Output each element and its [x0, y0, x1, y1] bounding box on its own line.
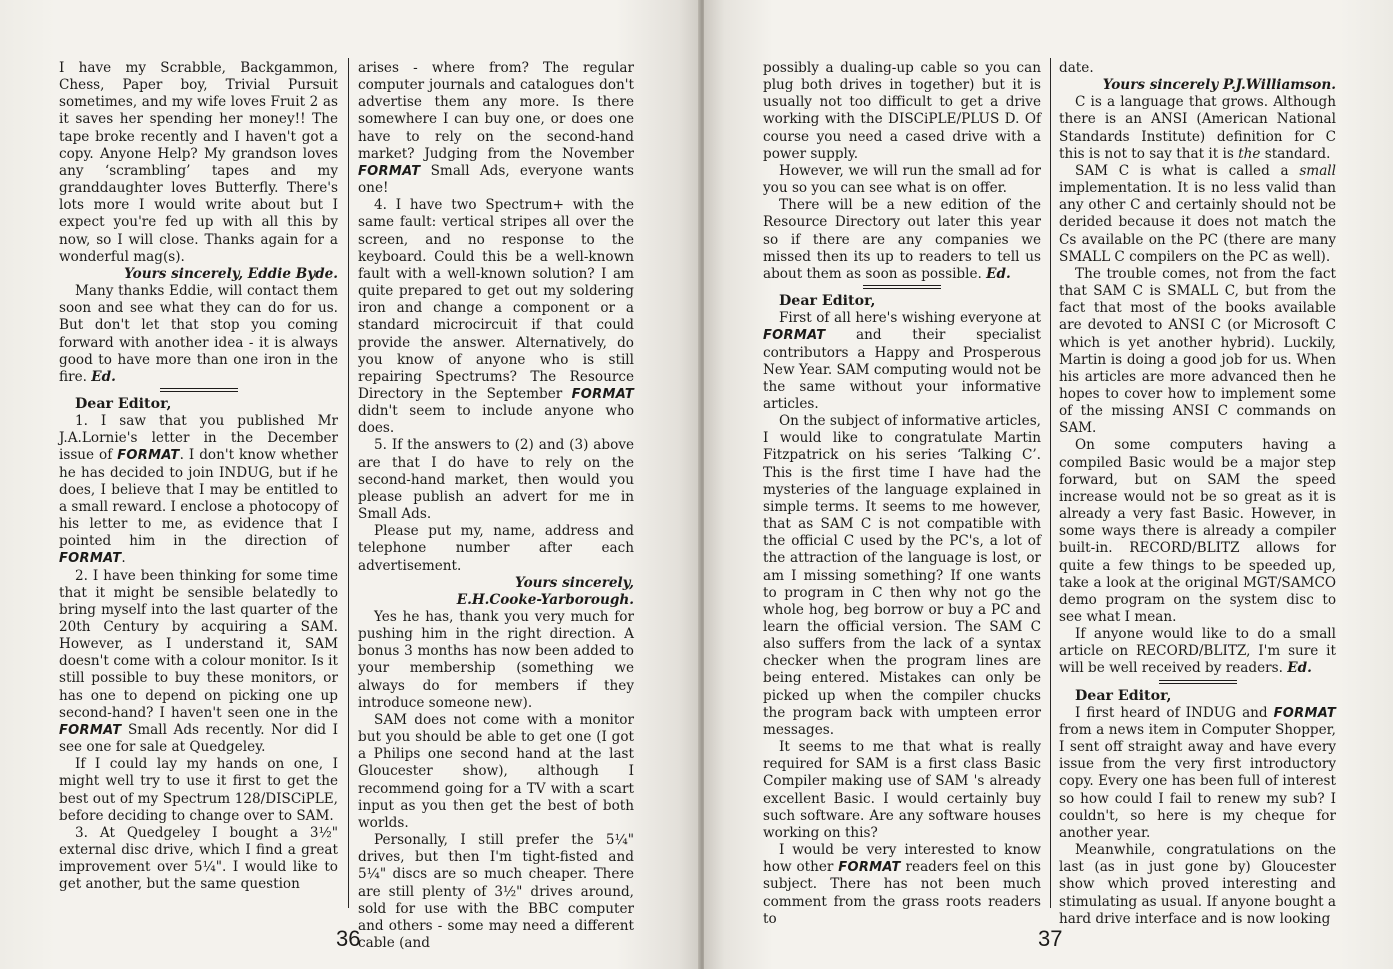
paragraph	[358, 609, 634, 712]
paragraph	[763, 413, 1041, 739]
paragraph	[358, 60, 634, 197]
text-run: Meanwhile, congratulations on the last (as in just gone by) Gloucester show which proved interesting and stimulating as usual. If anyone bought a hard drive interface and is now looking	[1059, 842, 1337, 927]
text-run: standard.	[1260, 145, 1331, 162]
editor-signoff: Ed.	[1287, 660, 1312, 677]
text-run: Many thanks Eddie, will contact them soon and see what they can do for us. But don't let that stop you coming forward with another idea - it is always good to have more than one iron in the fire.	[59, 283, 338, 385]
section-rule	[160, 388, 238, 392]
text-run: Personally, I still prefer the 5¼" drives, but then I'm tight-fisted and 5¼" discs are so much cheaper. There are still plenty of 3½" drives around, sold for use with the BBC computer and others - some may need a different cable (and	[358, 832, 634, 951]
text-run: and their specialist contributors a Happy and Prosperous New Year. SAM computing would not be the same without your informative articles.	[763, 327, 1042, 412]
text-run: possibly a dualing-up cable so you can plug both drives in together) but it is usually not too difficult to get a drive working with the DISCiPLE/PLUS D. Of course you need a cased drive with a power supply.	[763, 60, 1041, 162]
text-run: 1. I saw that you published Mr J.A.Lornie's letter in the December issue of	[59, 413, 338, 464]
emphasis: small	[1299, 162, 1336, 179]
right-page	[704, 0, 1393, 969]
right-column-1	[763, 60, 1041, 928]
letter-signature: Yours sincerely,	[515, 574, 634, 591]
text-run: 2. I have been thinking for some time that it might be sensible belatedly to bring myself into the last quarter of the 20th Century by acquiring a SAM. However, as I understand it, SAM doesn't come with a colour monitor. Is it still possible to buy these monitors, or has one to depend on picking one up second-hand? I haven't seen one in the	[59, 567, 338, 721]
text-run: It seems to me that what is really required for SAM is a first class Basic Compiler making use of SAM 's already excellent Basic. I would certainly buy such software. Are any software houses working on this?	[763, 739, 1041, 841]
text-run: Yes he has, thank you very much for pushing him in the right direction. A bonus 3 months has now been added to your membership (something we always do for members if they introduce someone new).	[358, 609, 634, 711]
text-run: 4. I have two Spectrum+ with the same fault: vertical stripes all over the screen, and no response to the keyboard. Could this be a well-known fault with a well-known solution? I am quite prepared to get out my soldering iron and change a component or a standard microcircuit if that could provide the answer. Alternatively, do you know of anyone who is still repairing Spectrums? The Resource Directory in the September	[358, 197, 634, 402]
text-run: Please put my, name, address and telephone number after each advertisement.	[358, 523, 634, 574]
paragraph	[358, 197, 634, 437]
letter-signature: E.H.Cooke-Yarborough.	[456, 591, 634, 608]
letter-salutation: Dear Editor,	[1075, 687, 1172, 704]
letter-salutation: Dear Editor,	[75, 395, 172, 412]
editor-signoff: Ed.	[91, 368, 116, 385]
paragraph	[59, 825, 338, 894]
paragraph	[59, 756, 338, 825]
paragraph	[358, 523, 634, 574]
emphasis: the	[1238, 145, 1261, 162]
paragraph	[59, 60, 338, 266]
format-magazine-name: FORMAT	[59, 722, 122, 738]
left-column-2	[358, 60, 634, 952]
text-run: Small Ads recently. Nor did I see one for sale at Quedgeley.	[59, 721, 338, 756]
format-magazine-name: FORMAT	[571, 386, 634, 402]
paragraph	[59, 568, 338, 757]
text-run: 5. If the answers to (2) and (3) above are that I do have to rely on the second-hand market, then would you please publish an advert for me in Small Ads.	[358, 437, 634, 523]
format-magazine-name: FORMAT	[117, 448, 180, 464]
section-rule	[1159, 680, 1237, 684]
column-divider	[348, 58, 349, 908]
paragraph	[763, 60, 1041, 163]
section-rule	[863, 285, 941, 289]
paragraph	[763, 197, 1041, 283]
text-run: arises - where from? The regular computer journals and catalogues don't advertise them any more. Is there somewhere I can buy one, or does one have to rely on the second-hand market? Judging from the November	[358, 60, 634, 162]
paragraph	[1059, 163, 1336, 266]
format-magazine-name: FORMAT	[59, 551, 122, 567]
paragraph	[763, 842, 1041, 928]
text-run: C is a language that grows. Although there is an ANSI (American National Standards Institute) definition for C this is not to say that it is	[1059, 94, 1336, 162]
paragraph	[1059, 266, 1336, 438]
paragraph	[1059, 842, 1336, 928]
paragraph	[1059, 626, 1336, 677]
text-run: date.	[1059, 60, 1094, 76]
letter-signature: Yours sincerely P.J.Williamson.	[1102, 77, 1336, 94]
text-run: If I could lay my hands on one, I might well try to use it first to get the best out of my Spectrum 128/DISCiPLE, before deciding to change over to SAM.	[59, 756, 338, 824]
text-run: .	[121, 550, 126, 567]
letter-signature: Yours sincerely, Eddie Byde.	[124, 265, 338, 282]
text-run: SAM C is what is called a	[1075, 162, 1300, 179]
format-magazine-name: FORMAT	[763, 328, 826, 344]
format-magazine-name: FORMAT	[838, 860, 901, 876]
format-magazine-name: FORMAT	[358, 163, 421, 179]
text-run: readers feel on this subject. There has not been much comment from the grass roots readers to	[763, 859, 1041, 927]
page-number-left: 36	[336, 926, 361, 951]
paragraph	[358, 437, 634, 523]
text-run: didn't seem to include anyone who does.	[358, 403, 634, 437]
text-run: Small Ads, everyone wants one!	[358, 162, 634, 197]
paragraph	[763, 163, 1041, 197]
paragraph	[1059, 60, 1336, 77]
letter-salutation: Dear Editor,	[779, 293, 876, 310]
right-column-2	[1059, 60, 1336, 928]
format-magazine-name: FORMAT	[1273, 705, 1336, 721]
text-run: from a news item in Computer Shopper, I sent off straight away and have every issue from the very first introductory copy. Every one has been full of interest so how could I fail to renew my sub? I couldn't, so here is my cheque for another year.	[1059, 721, 1336, 841]
paragraph	[358, 712, 634, 832]
paragraph	[1059, 437, 1336, 626]
text-run: The trouble comes, not from the fact that SAM C is SMALL C, but from the fact that most of the books available are devoted to ANSI C (or Microsoft C which is yet another hybrid). Luckily, Martin is doing a good job for us. When his articles are more advanced then he hopes to cover how to implement some of the missing ANSI C commands on SAM.	[1059, 265, 1336, 437]
left-column-1	[59, 60, 338, 894]
text-run: On the subject of informative articles, I would like to congratulate Martin Fitzpatrick on his series ‘Talking C’. This is the first time I have had the mysteries of the language explained in simple terms. It seems to me however, that as SAM C is not compatible with the official C used by the PC's, a lot of the attraction of the language is lost, or am I missing something? If one wants to program in C then why not go the whole hog, beg borrow or buy a PC and learn the official version. The SAM C also suffers from the lack of a syntax checker when the program lines are being entered. Mistakes can only be picked up when the compiler chucks the program back with umpteen error messages.	[763, 413, 1041, 738]
paragraph	[763, 739, 1041, 842]
editor-signoff: Ed.	[986, 265, 1011, 282]
text-run: On some computers having a compiled Basic would be a major step forward, but on SAM the speed increase would not be so great as it is already a very fast Basic. However, in some ways there is already a compiler built-in. RECORD/BLITZ allows for quite a few things to be speeded up, take a look at the original MGT/SAMCO demo program on the system disc to see what I mean.	[1059, 437, 1336, 625]
text-run: I have my Scrabble, Backgammon, Chess, Paper boy, Trivial Pursuit sometimes, and my wife loves Fruit 2 as it saves her spending her money!! The tape broke recently and I haven't got a copy. Anyone Help? My grandson loves any ‘scrambling’ tapes and my granddaughter loves Butterfly. There's lots more I would write about but I expect you're fed up with all this by now, so I will close. Thanks again for a wonderful mag(s).	[59, 60, 338, 265]
paragraph	[763, 310, 1041, 413]
page-number-right: 37	[1038, 926, 1063, 951]
column-divider	[1050, 58, 1051, 908]
text-run: There will be a new edition of the Resource Directory out later this year so if there are any companies we missed then its up to readers to tell us about them as soon as possible.	[763, 197, 1041, 282]
text-run: 3. At Quedgeley I bought a 3½" external disc drive, which I find a great improvement over 5¼". I would like to get another, but the same question	[59, 824, 338, 893]
paragraph	[59, 413, 338, 567]
paragraph	[1059, 705, 1336, 842]
paragraph	[59, 283, 338, 386]
text-run: I first heard of INDUG and	[1075, 704, 1274, 721]
text-run: I would be very interested to know how other	[763, 842, 1041, 876]
text-run: However, we will run the small ad for you so you can see what is on offer.	[763, 162, 1041, 197]
text-run: If anyone would like to do a small article on RECORD/BLITZ, I'm sure it will be well received by readers.	[1059, 626, 1336, 677]
text-run: SAM does not come with a monitor but you should be able to get one (I got a Philips one second hand at the last Gloucester show), although I recommend going for a TV with a scart input as you then get the best of both worlds.	[358, 711, 634, 831]
text-run: First of all here's wishing everyone at	[779, 310, 1041, 327]
text-run: implementation. It is no less valid than any other C and certainly should not be derided because it does not match the Cs available on the PC (there are many SMALL C compilers on the PC as well).	[1059, 180, 1336, 265]
paragraph	[358, 832, 634, 952]
paragraph	[1059, 94, 1336, 163]
text-run: . I don't know whether he has decided to join INDUG, but if he does, I believe that I may be entitled to a small reward. I enclose a photocopy of his letter to me, as evidence that I pointed him in the direction of	[59, 447, 338, 550]
